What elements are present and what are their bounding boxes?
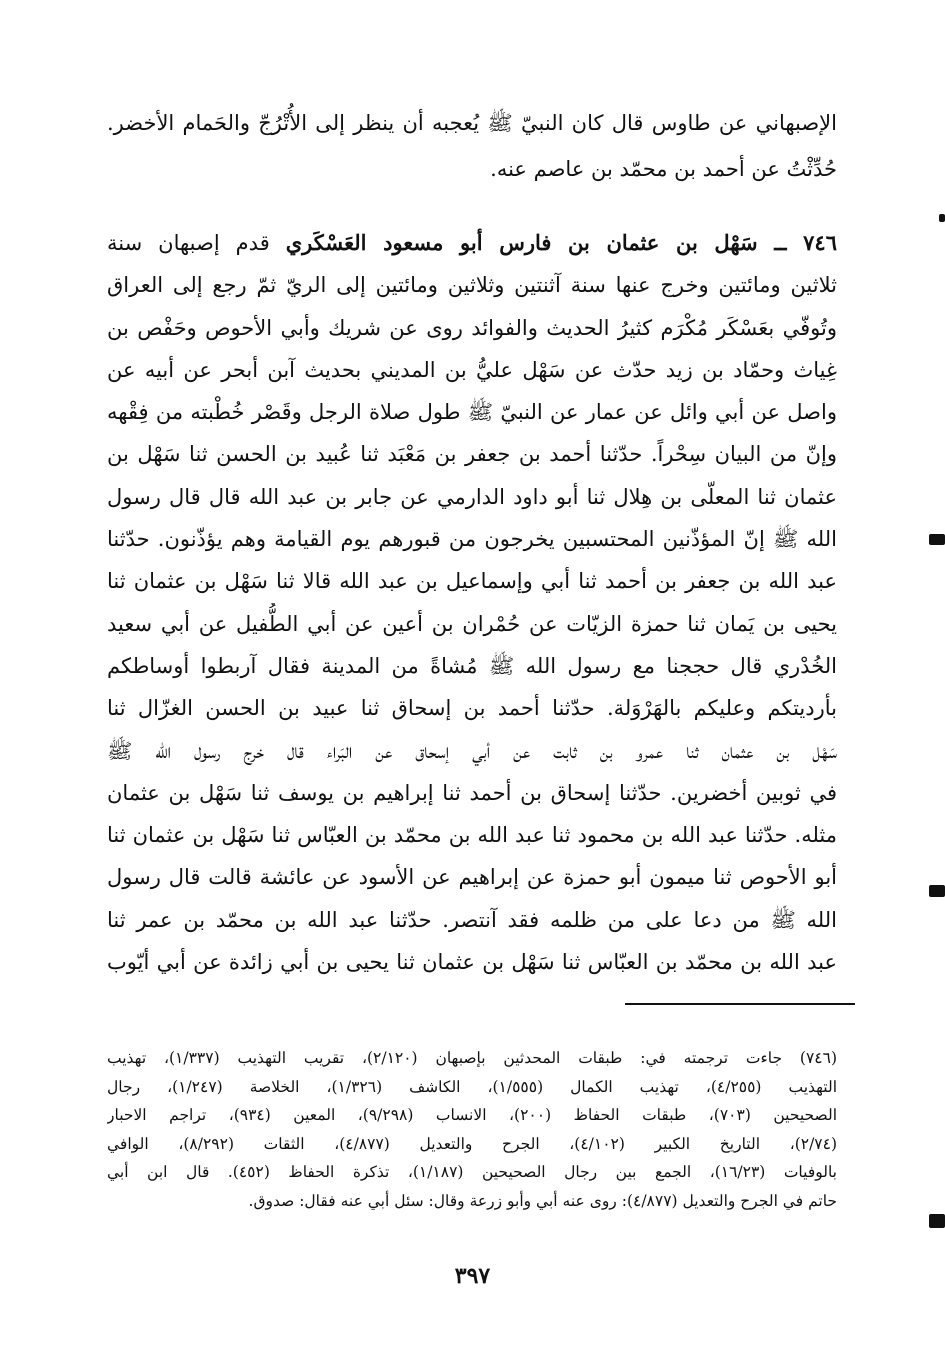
scan-edge-mark (929, 534, 945, 545)
footnote-line: بالوفيات (١٦/٢٣)، الجمع بين رجال الصحيحين (١/١٨٧)، تذكرة الحفاظ (٤٥٢). قال ابن أبي (107, 1163, 837, 1181)
entry-line: وإنّ من البيان سِحْراً. حدّثنا أحمد بن جعفر بن مَعْبَد ثنا عُبيد بن الحسن ثنا سَهْل بن (107, 442, 837, 467)
entry-first-line-text: قدم إصبهان سنة (107, 231, 270, 255)
entry-line: أبو الأحوص ثنا ميمون أبو حمزة عن إبراهيم عن الأسود عن عائشة قالت قال رسول (107, 865, 837, 890)
footnote-line: (٢/٧٤)، التاريخ الكبير (٤/١٠٢)، الجرح والتعديل (٤/٨٧٧)، الثقات (٨/٢٩٢)، الوافي (107, 1134, 837, 1153)
intro-paragraph (107, 100, 837, 192)
entry-line: الله ﷺ من دعا على من ظلمه فقد آنتصر. حدّثنا عبد الله بن محمّد بن عمر ثنا (107, 907, 837, 932)
footnote-line: التهذيب (٤/٢٥٥)، تهذيب الكمال (١/٥٥٥)، الكاشف (١/٣٢٦)، الخلاصة (١/٢٤٧)، رجال (107, 1077, 837, 1096)
entry-line: عثمان ثنا المعلّى بن هِلال ثنا أبو داود الدارمي عن جابر بن عبد الله قال قال رسول (107, 484, 837, 509)
footnote-line: حاتم في الجرح والتعديل (٤/٨٧٧): روى عنه أبي وأبو زرعة وقال: سئل أبي عنه فقال: صدوق. (248, 1191, 837, 1210)
entry-line: سَهْل بن عثمان ثنا عمرو بن ثابت عن أبي إسحاق عن البَراء قال خرج رسول الله ﷺ (107, 738, 837, 763)
scan-edge-mark (929, 885, 945, 897)
entry-heading: ٧٤٦ ــ سَهْل بن عثمان بن فارس أبو مسعود العَسْكَري (285, 230, 837, 255)
footnote-line: الصحيحين (٧٠٣)، طبقات الحفاظ (٢٠٠)، الانساب (٩/٢٩٨)، المعين (٩٣٤)، تراجم الاحبار (107, 1106, 837, 1124)
biography-entry (107, 222, 837, 983)
footnote-divider (625, 1003, 855, 1005)
entry-line: في ثوبين أخضرين. حدّثنا إسحاق بن أحمد ثنا إبراهيم بن يوسف ثنا سَهْل بن عثمان (107, 780, 837, 805)
entry-line: ثلاثين ومائتين وخرج عنها سنة آثنتين وثلاثين ومائتين إلى الريّ ثمّ رجع إلى العراق (107, 273, 837, 298)
entry-line: عبد الله بن جعفر بن أحمد ثنا أبي وإسماعيل بن عبد الله قالا ثنا سَهْل بن عثمان ثنا (107, 569, 837, 594)
entry-line: يحيى بن يَمان ثنا حمزة الزيّات عن حُمْران بن أعين عن أبي الطُّفيل عن أبي سعيد (107, 611, 837, 636)
entry-line: الله ﷺ إنّ المؤذّنين المحتسبين يخرجون من قبورهم يوم القيامة وهم يؤذّنون. حدّثنا (107, 527, 837, 552)
footnote-line: (٧٤٦) جاءت ترجمته في: طبقات المحدثين بإصبهان (٢/١٢٠)، تقريب التهذيب (١/٣٣٧)، تهذيب (107, 1049, 837, 1067)
entry-line: عبد الله بن محمّد بن العبّاس ثنا سَهْل بن عثمان ثنا يحيى بن أبي زائدة عن أبي أيّوب (107, 950, 837, 975)
scan-edge-mark (939, 214, 945, 222)
page-number: ٣٩٧ (454, 1263, 491, 1289)
scan-edge-mark (929, 1214, 945, 1228)
footnotes (107, 1044, 837, 1215)
entry-line: بأرديتكم وعليكم بالهَرْوَلة. حدّثنا أحمد بن إسحاق ثنا عبيد بن الحسن الغزّال ثنا (107, 696, 837, 721)
entry-first-line (107, 222, 837, 264)
entry-line: وتُوفّي بعَسْكَر مُكْرَم كثيرُ الحديث والفوائد روى عن شريك وأبي الأحوص وحَفْص بن (107, 315, 837, 340)
entry-line: غِياث وحمّاد بن زيد حدّث عن سَهْل عليُّ بن المديني بحديث آبن أبحر عن أبيه عن (107, 357, 837, 382)
entry-line: الخُدْري قال حججنا مع رسول الله ﷺ مُشاةً من المدينة فقال آربطوا أوساطكم (107, 653, 837, 678)
intro-line: الإصبهاني عن طاوس قال كان النبيّ ﷺ يُعجبه أن ينظر إلى الأُتْرُجّ والحَمام الأخضر. (107, 111, 837, 135)
entry-line: مثله. حدّثنا عبد الله بن محمود ثنا عبد الله بن محمّد بن العبّاس ثنا سَهْل بن عثمان ثنا (107, 823, 837, 848)
intro-line: حُدِّثْتُ عن أحمد بن محمّد بن عاصم عنه. (490, 157, 837, 181)
entry-line: واصل عن أبي وائل عن عمار عن النبيّ ﷺ طول صلاة الرجل وقَصْر خُطْبته من فِقْهه (107, 400, 837, 425)
